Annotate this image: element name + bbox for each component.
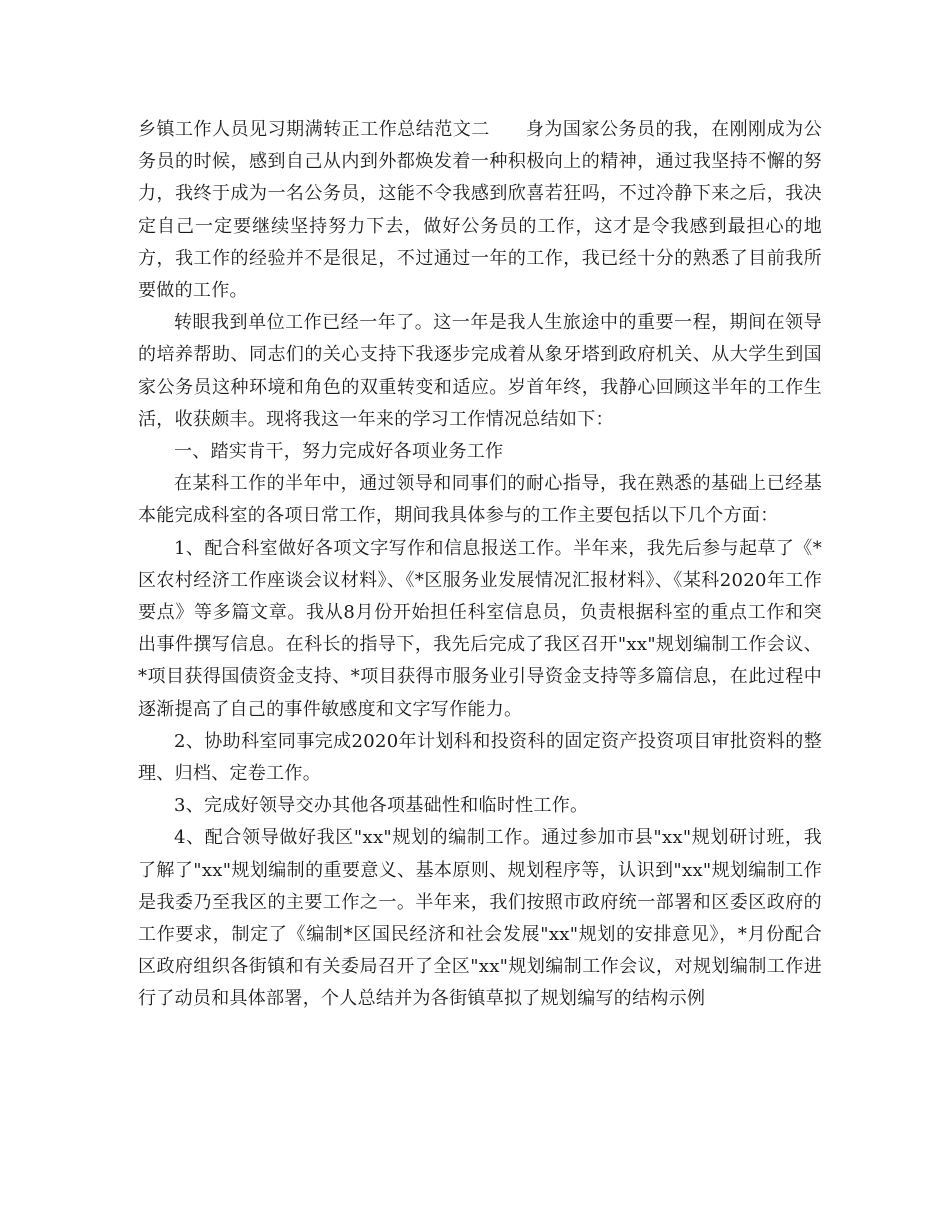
paragraph: 转眼我到单位工作已经一年了。这一年是我人生旅途中的重要一程，期间在领导的培养帮助、同志们的关心支持下我逐步完成着从象牙塔到政府机关、从大学生到国家公务员这种环境和角色的双重转变和适应。岁首年终，我静心回顾这半年的工作生活，收获颇丰。现将我这一年来的学习工作情况总结如下： — [138, 312, 822, 430]
list-item: 4、配合领导做好我区"xx"规划的编制工作。通过参加市县"xx"规划研讨班，我了解了"xx"规划编制的重要意义、基本原则、规划程序等，认识到"xx"规划编制工作是我委乃至我区的主要工作之一。半年来，我们按照市政府统一部署和区委区政府的工作要求，制定了《编制*区国民经济和社会发展"xx"规划的安排意见》，*月份配合区政府组织各街镇和有关委局召开了全区"xx"规划编制工作会议，对规划编制工作进行了动员和具体部署，个人总结并为各街镇草拟了规划编写的结构示例 — [138, 827, 822, 1010]
list-item: 2、协助科室同事完成2020年计划科和投资科的固定资产投资项目审批资料的整理、归档、定卷工作。 — [138, 730, 822, 785]
paragraph: 在某科工作的半年中，通过领导和同事们的耐心指导，我在熟悉的基础上已经基本能完成科室的各项日常工作，期间我具体参与的工作主要包括以下几个方面： — [138, 473, 822, 527]
document-title: 乡镇工作人员见习期满转正工作总结范文二 — [138, 119, 490, 140]
document-body — [138, 114, 822, 1016]
opening-paragraph — [138, 114, 822, 307]
list-item: 1、配合科室做好各项文字写作和信息报送工作。半年来，我先后参与起草了《*区农村经济工作座谈会议材料》、《*区服务业发展情况汇报材料》、《某科2020年工作要点》等多篇文章。我从8月份开始担任科室信息员，负责根据科室的重点工作和突出事件撰写信息。在科长的指导下，我先后完成了我区召开"xx"规划编制工作会议、*项目获得国债资金支持、*项目获得市服务业引导资金支持等多篇信息，在此过程中逐渐提高了自己的事件敏感度和文字写作能力。 — [138, 537, 822, 720]
paragraph-text: 身为国家公务员的我，在刚刚成为公务员的时候，感到自己从内到外都焕发着一种积极向上的精神，通过我坚持不懈的努力，我终于成为一名公务员，这能不令我感到欣喜若狂吗，不过冷静下来之后，我决定自己一定要继续坚持努力下去，做好公务员的工作，这才是令我感到最担心的地方，我工作的经验并不是很足，不过通过一年的工作，我已经十分的熟悉了目前我所要做的工作。 — [138, 119, 822, 302]
list-item: 3、完成好领导交办其他各项基础性和临时性工作。 — [174, 795, 589, 817]
section-heading: 一、踏实肯干，努力完成好各项业务工作 — [174, 441, 504, 463]
